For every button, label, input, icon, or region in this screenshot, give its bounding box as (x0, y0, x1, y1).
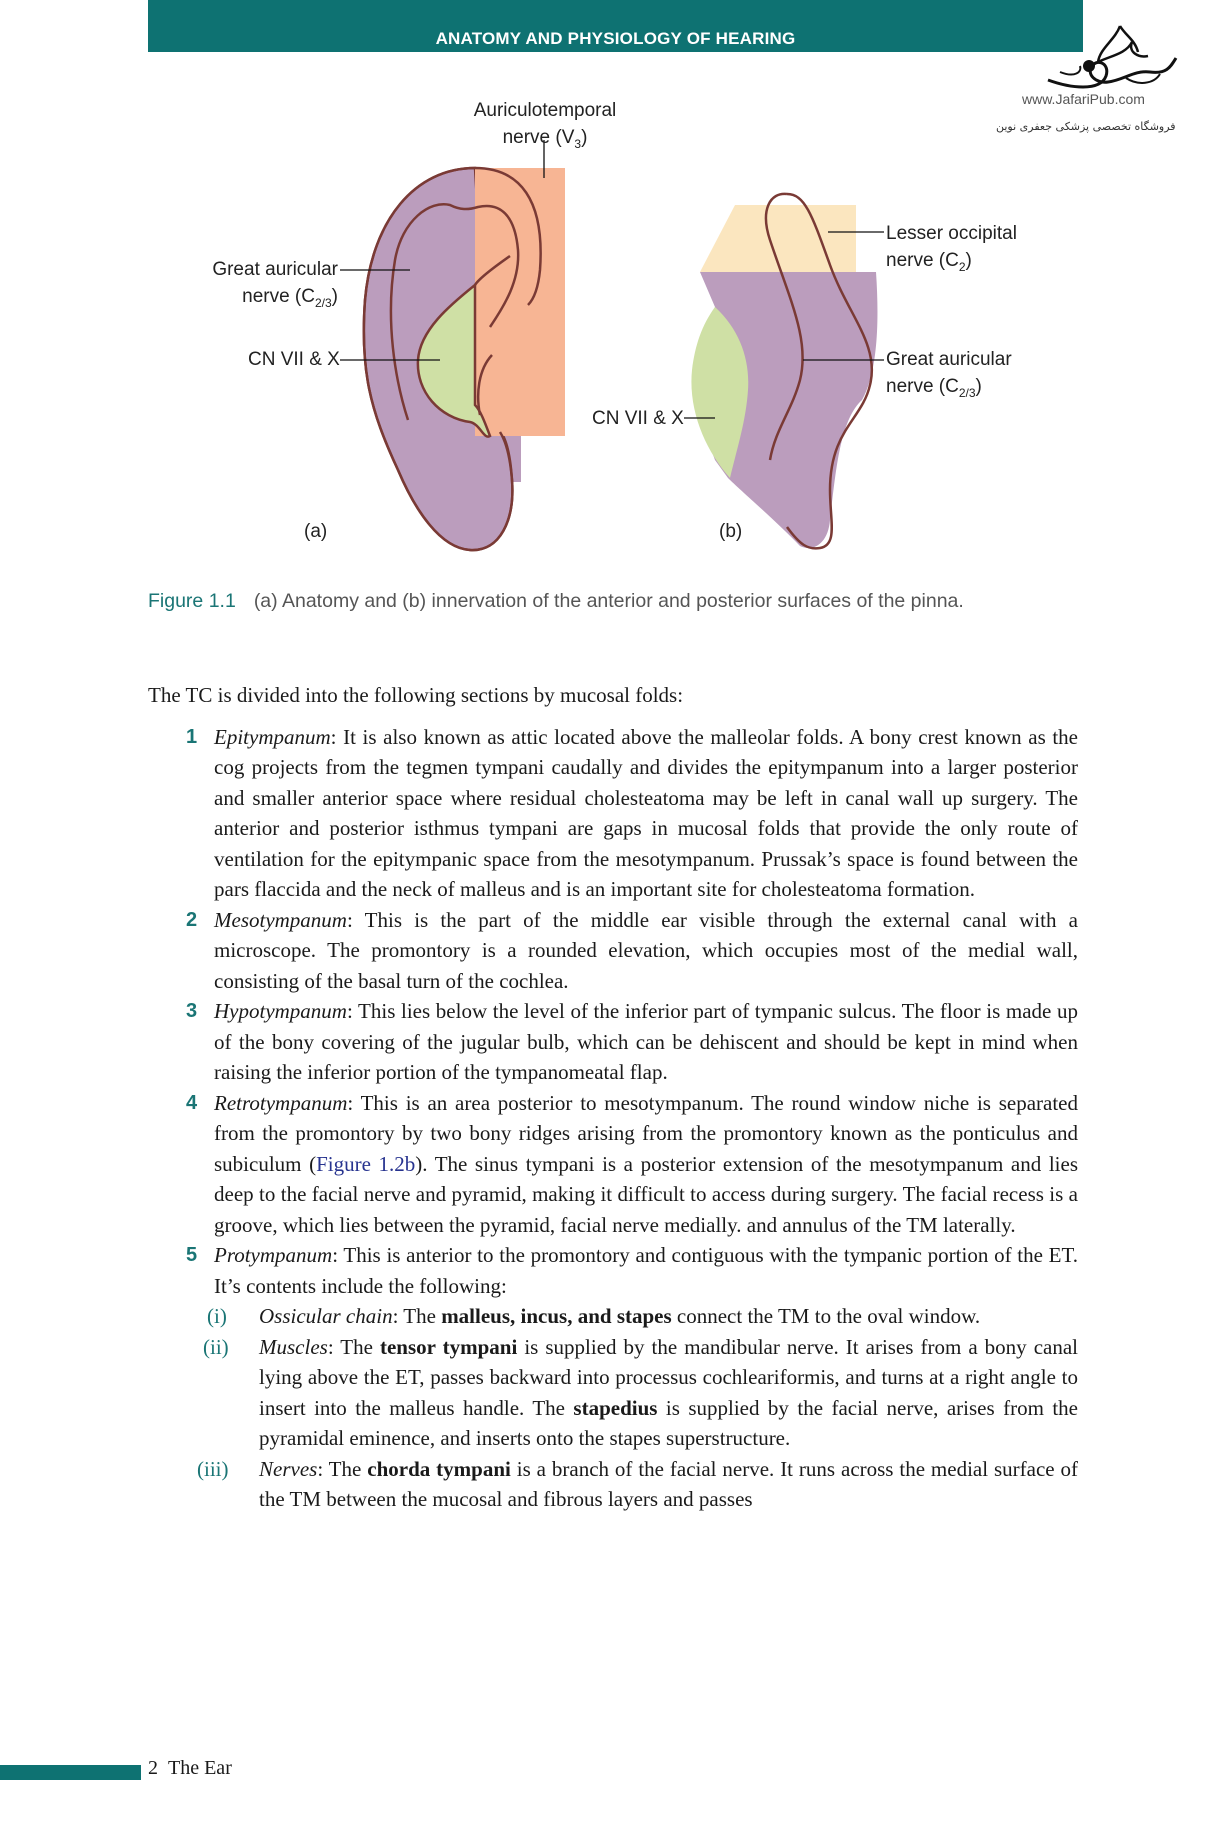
list-number: 2 (186, 908, 198, 931)
subitem-nerves: (iii) Nerves: The chorda tympani is a branch of the facial nerve. It runs across the medial surface of the TM between the mucosal and fibrous layers and passes (214, 1454, 1078, 1515)
panel-b-label: (b) (719, 521, 743, 542)
list-item-protympanum: 5 Protympanum: This is anterior to the promontory and contiguous with the tympanic portion of the ET. It’s contents include the following: (i) Ossicular chain: The malleus, incus, and stapes connect the TM to the oval window. (ii) Muscles: The tensor tympani is supplied by the mandibular nerve. It arises from a bony canal lying above the ET, passes backward into processus cochleariformis, and turns at a right angle to insert into the malleus handle. The stapedius is supplied by the facial nerve, arises from the pyramidal eminence, and inserts onto the stapes superstructure. (iii) Nerves: The chorda tympani is a branch of the facial nerve. It runs across the medial surface of the TM between the mucosal and fibrous layers and passes (148, 1240, 1078, 1515)
term: Epitympanum (214, 724, 331, 749)
page-number: 2 (148, 1757, 158, 1779)
watermark-tagline: فروشگاه تخصصی پزشکی جعفری نوین (996, 120, 1176, 133)
list-item-retrotympanum: 4 Retrotympanum: This is an area posterior to mesotympanum. The round window niche is separated from the promontory by two bony ridges arising from the promontory known as the ponticulus and subiculum (Figure 1.2b). The sinus tympani is a posterior extension of the mesotympanum and lies deep to the facial nerve and pyramid, making it difficult to access during surgery. The facial recess is a groove, which lies between the pyramid, facial nerve medially. and annulus of the TM laterally. (148, 1088, 1078, 1241)
term: Protympanum (214, 1243, 333, 1267)
list-number: 5 (186, 1244, 198, 1266)
running-footer-title: The Ear (168, 1757, 232, 1779)
subitem-muscles: (ii) Muscles: The tensor tympani is supplied by the mandibular nerve. It arises from a bony canal lying above the ET, passes backward into processus cochleariformis, and turns at a right angle to insert into the malleus handle. The stapedius is supplied by the facial nerve, arises from the pyramidal eminence, and inserts onto the stapes superstructure. (214, 1332, 1078, 1454)
label-cn-vii-x-b: CN VII & X (592, 408, 684, 429)
caption-text: (a) Anatomy and (b) innervation of the anterior and posterior surfaces of the pinna. (253, 590, 964, 612)
label-lesser-occipital-nerve: Lesser occipital nerve $(C_2)$ (886, 223, 1017, 274)
figure-1-2b-link[interactable]: Figure 1.2b (316, 1151, 416, 1176)
middle-ear-sections-list (148, 722, 1078, 1515)
list-item-mesotympanum: 2 Mesotympanum: This is the part of the middle ear visible through the external canal with a microscope. The promontory is a rounded elevation, which occupies most of the medial wall, consisting of the basal turn of the cochlea. (148, 905, 1078, 997)
running-header-title: ANATOMY AND PHYSIOLOGY OF HEARING (435, 29, 796, 48)
subitem-ossicular-chain: (i) Ossicular chain: The malleus, incus, and stapes connect the TM to the oval window. (214, 1301, 1078, 1332)
figure-1-1 (0, 0, 1229, 580)
sub-number: (i) (207, 1304, 227, 1328)
list-item-hypotympanum: 3 Hypotympanum: This lies below the level of the inferior part of tympanic sulcus. The floor is made up of the bony covering of the jugular bulb, which can be dehiscent and should be kept in mind when raising the inferior portion of the tympanomeatal flap. (148, 996, 1078, 1088)
intro-paragraph: The TC is divided into the following sections by mucosal folds: (148, 683, 684, 707)
list-number: 1 (186, 725, 198, 748)
panel-a-ear-anterior (340, 140, 565, 550)
watermark-url: www.JafariPub.com (1022, 91, 1145, 107)
label-great-auricular-nerve-b: Great auricular nerve $(C_{2/3})$ (886, 349, 1012, 400)
label-great-auricular-nerve-a: Great auricular nerve $(C_{2/3})$ (212, 259, 338, 310)
figure-caption (148, 590, 964, 613)
list-number: 4 (186, 1091, 198, 1114)
figure-number: Figure 1.1 (148, 590, 236, 612)
list-number: 3 (186, 1000, 198, 1022)
label-cn-vii-x-a: CN VII & X (248, 349, 340, 370)
sub-number: (ii) (203, 1334, 229, 1359)
term: Retrotympanum (214, 1090, 348, 1115)
label-auriculotemporal-nerve: Auriculotemporal nerve $(V_3)$ (473, 100, 617, 151)
footer (148, 1757, 232, 1780)
term: Mesotympanum (214, 907, 347, 932)
protympanum-contents-list (197, 1301, 1079, 1515)
list-item-epitympanum: 1 Epitympanum: It is also known as attic located above the malleolar folds. A bony crest known as the cog projects from the tegmen tympani caudally and divides the epitympanum into a larger posterior and smaller anterior space where residual cholesteatoma may be left in canal wall up surgery. The anterior and posterior isthmus tympani are gaps in mucosal folds that provide the only route of ventilation for the epitympanic space from the mesotympanum. Prussak’s space is found between the pars flaccida and the neck of malleus and is an important site for cholesteatoma formation. (148, 722, 1078, 905)
panel-b-ear-posterior (684, 194, 884, 549)
panel-a-label: (a) (304, 521, 328, 542)
footer-bar (0, 1765, 141, 1780)
term: Hypotympanum (214, 999, 347, 1023)
pinna-innervation-diagram (0, 0, 1229, 580)
main-text (148, 680, 1078, 1515)
sub-number: (iii) (197, 1456, 229, 1481)
